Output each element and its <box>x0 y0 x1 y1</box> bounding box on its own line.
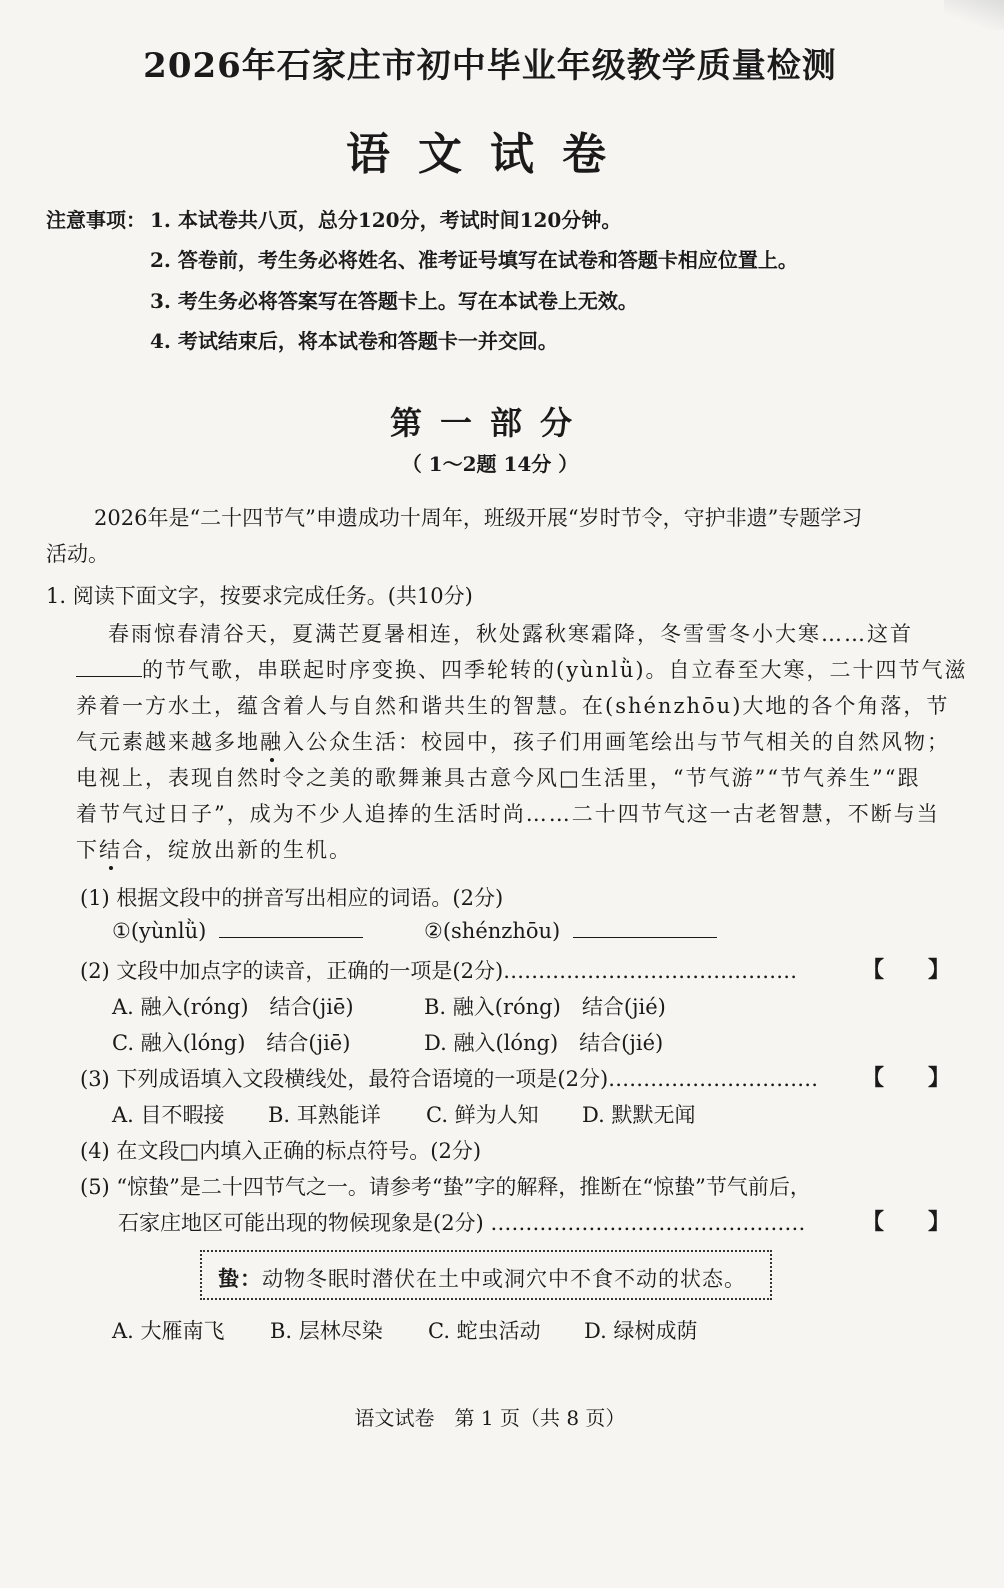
answer-bracket-3: 【 】 <box>862 1065 951 1091</box>
sub-question-5-line-2: 石家庄地区可能出现的物候现象是(2分) ……………………………………… <box>118 1211 806 1235</box>
passage-line-7 <box>76 834 352 864</box>
option-3a: A. 目不暇接 <box>112 1103 225 1127</box>
sub-question-4: (4) 在文段□内填入正确的标点符号。(2分) <box>80 1139 482 1163</box>
option-2b: B. 融入(róng) 结合(jié) <box>424 995 666 1019</box>
passage-line-2 <box>76 654 968 684</box>
passage-line-7c: 合，绽放出新的生机。 <box>122 838 352 862</box>
intro-line-1: 2026年是“二十四节气”申遗成功十周年，班级开展“岁时节令，守护非遗”专题学习 <box>94 506 863 530</box>
answer-bracket-5: 【 】 <box>862 1209 951 1235</box>
notice-item-2: 2. 答卷前，考生务必将姓名、准考证号填写在试卷和答题卡相应位置上。 <box>150 248 798 272</box>
passage-line-1: 春雨惊春清谷天，夏满芒夏暑相连，秋处露秋寒霜降，冬雪雪冬小大寒……这首 <box>108 622 913 646</box>
sub-question-1: (1) 根据文段中的拼音写出相应的词语。(2分) <box>80 886 504 910</box>
passage-line-4a: 气元素越来越多地 <box>76 730 260 754</box>
notice-item-1: 1. 本试卷共八页，总分120分，考试时间120分钟。 <box>150 208 622 232</box>
pinyin-shenzhou: ②(shénzhōu) <box>424 919 561 943</box>
answer-bracket-2: 【 】 <box>862 957 951 983</box>
option-3b: B. 耳熟能详 <box>268 1103 381 1127</box>
part-title: 第一部分 <box>389 404 590 442</box>
idiom-blank <box>76 676 142 677</box>
definition-box <box>200 1250 772 1300</box>
pinyin-yunlv: ①(yùnlǜ) <box>112 919 207 943</box>
option-2a: A. 融入(róng) 结合(jiē) <box>112 995 354 1019</box>
passage-line-4c: 入公众生活：校园中，孩子们用画笔绘出与节气相关的自然风物； <box>283 730 950 754</box>
option-2c: C. 融入(lóng) 结合(jiē) <box>112 1031 351 1055</box>
passage-line-6: 着节气过日子”，成为不少人追捧的生活时尚……二十四节气这一古老智慧，不断与当 <box>76 802 940 826</box>
option-5a: A. 大雁南飞 <box>112 1319 225 1343</box>
option-3d: D. 默默无闻 <box>582 1103 696 1127</box>
option-5c: C. 蛇虫活动 <box>428 1319 541 1343</box>
question-1-title: 1. 阅读下面文字，按要求完成任务。(共10分) <box>46 584 473 608</box>
part-subtitle: （ 1～2题 14分 ） <box>401 452 579 476</box>
passage-line-7a: 下 <box>76 838 99 862</box>
dotted-char-rong: 融 <box>260 726 283 756</box>
option-5d: D. 绿树成荫 <box>584 1319 698 1343</box>
subject-title: 语文试卷 <box>346 129 634 180</box>
answer-blank-a <box>219 937 363 938</box>
page-footer: 语文试卷 第 1 页（共 8 页） <box>354 1406 626 1430</box>
option-3c: C. 鲜为人知 <box>426 1103 539 1127</box>
answer-blank-b <box>573 937 717 938</box>
passage-line-2-text: 的节气歌，串联起时序变换、四季轮转的(yùnlǜ)。自立春至大寒，二十四节气滋 <box>142 658 968 682</box>
sub-question-2: (2) 文段中加点字的读音，正确的一项是(2分)…………………………………… <box>80 959 798 983</box>
intro-line-2: 活动。 <box>46 542 109 566</box>
sub-question-1-a <box>112 919 363 943</box>
notice-item-4: 4. 考试结束后，将本试卷和答题卡一并交回。 <box>150 329 558 353</box>
sub-question-3: (3) 下列成语填入文段横线处，最符合语境的一项是(2分)………………………… <box>80 1067 819 1091</box>
page-corner-shadow <box>944 0 1004 30</box>
definition-term: 蛰： <box>218 1266 262 1291</box>
sub-question-5-line-1: (5) “惊蛰”是二十四节气之一。请参考“蛰”字的解释，推断在“惊蛰”节气前后， <box>80 1175 811 1199</box>
definition-body: 动物冬眠时潜伏在土中或洞穴中不食不动的状态。 <box>262 1267 746 1291</box>
passage-line-3: 养着一方水土，蕴含着人与自然和谐共生的智慧。在(shénzhōu)大地的各个角落，节 <box>76 694 950 718</box>
dotted-char-jie: 结 <box>99 834 122 864</box>
definition-text <box>218 1263 746 1293</box>
notice-label: 注意事项： <box>46 208 146 232</box>
passage-line-4 <box>76 726 950 756</box>
sub-question-1-b <box>424 919 717 943</box>
passage-line-5: 电视上，表现自然时令之美的歌舞兼具古意今风□生活里，“节气游”“节气养生”“跟 <box>76 766 921 790</box>
option-5b: B. 层林尽染 <box>270 1319 383 1343</box>
option-2d: D. 融入(lóng) 结合(jié) <box>424 1031 664 1055</box>
notice-item-3: 3. 考生务必将答案写在答题卡上。写在本试卷上无效。 <box>150 289 638 313</box>
exam-title: 2026年石家庄市初中毕业年级教学质量检测 <box>143 46 837 86</box>
